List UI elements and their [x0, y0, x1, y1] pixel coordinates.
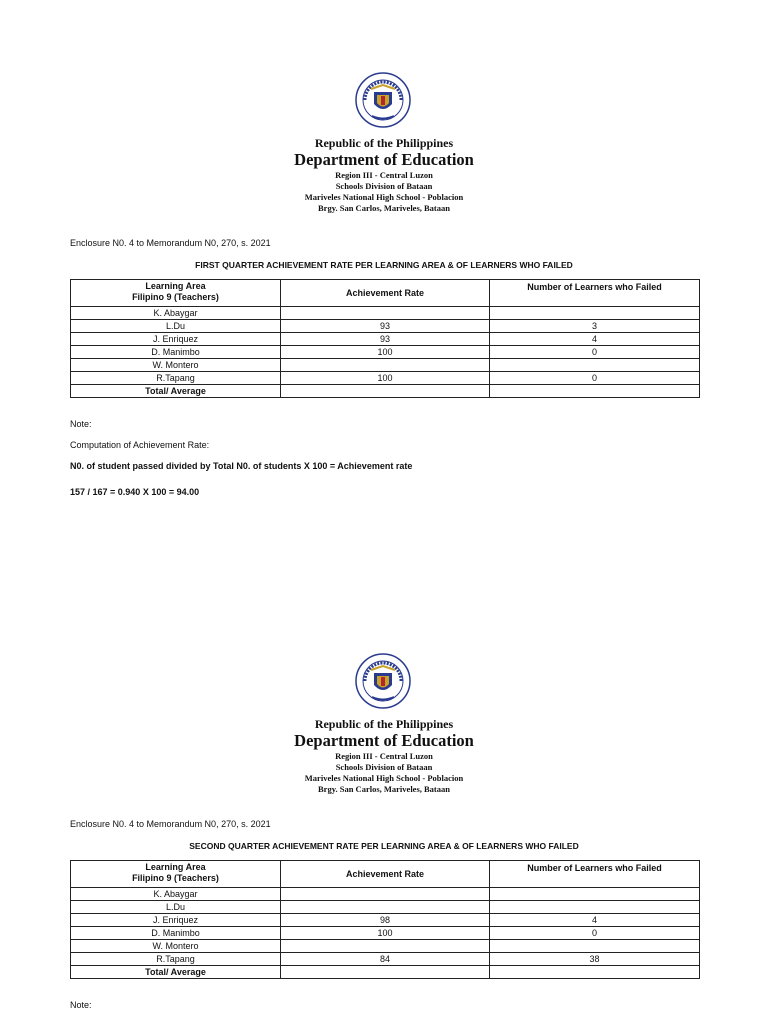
rate-cell — [281, 307, 490, 320]
total-label: Total/ Average — [71, 966, 281, 979]
total-rate-cell — [281, 385, 490, 398]
failed-cell: 38 — [490, 953, 700, 966]
enclosure-reference: Enclosure N0. 4 to Memorandum N0, 270, s. 2021 — [70, 238, 271, 248]
achievement-rate-header: Achievement Rate — [281, 280, 490, 307]
teacher-cell: K. Abaygar — [71, 307, 281, 320]
table-header-row — [71, 280, 700, 307]
learning-area-header — [71, 861, 281, 888]
report-title: SECOND QUARTER ACHIEVEMENT RATE PER LEARNING AREA & OF LEARNERS WHO FAILED — [189, 841, 579, 851]
rate-cell: 98 — [281, 914, 490, 927]
table-row — [71, 914, 700, 927]
learning-area-label: Learning Area — [145, 281, 206, 291]
table-row — [71, 359, 700, 372]
teacher-cell: J. Enriquez — [71, 914, 281, 927]
failed-learners-header: Number of Learners who Failed — [490, 280, 700, 307]
table-row — [71, 372, 700, 385]
failed-cell — [490, 307, 700, 320]
table-row — [71, 333, 700, 346]
rate-cell — [281, 888, 490, 901]
department-heading: Department of Education — [294, 150, 474, 169]
achievement-table — [70, 860, 700, 979]
failed-cell — [490, 940, 700, 953]
achievement-rate-header: Achievement Rate — [281, 861, 490, 888]
teacher-cell: L.Du — [71, 901, 281, 914]
failed-cell — [490, 888, 700, 901]
failed-cell: 0 — [490, 346, 700, 359]
school-line: Mariveles National High School - Poblacion — [304, 773, 464, 783]
teacher-cell: L.Du — [71, 320, 281, 333]
total-row — [71, 966, 700, 979]
total-label: Total/ Average — [71, 385, 281, 398]
school-line: Mariveles National High School - Poblacion — [304, 192, 464, 202]
report-title: FIRST QUARTER ACHIEVEMENT RATE PER LEARNING AREA & OF LEARNERS WHO FAILED — [195, 260, 573, 270]
note-label: Note: — [70, 419, 92, 429]
table-row — [71, 953, 700, 966]
subject-label: Filipino 9 (Teachers) — [132, 873, 219, 883]
rate-cell: 100 — [281, 346, 490, 359]
failed-cell: 0 — [490, 372, 700, 385]
deped-seal-icon — [355, 72, 411, 128]
teacher-cell: D. Manimbo — [71, 927, 281, 940]
total-rate-cell — [281, 966, 490, 979]
rate-cell — [281, 901, 490, 914]
table-row — [71, 346, 700, 359]
rate-cell: 84 — [281, 953, 490, 966]
table-row — [71, 901, 700, 914]
rate-cell: 100 — [281, 372, 490, 385]
rate-cell — [281, 359, 490, 372]
address-line: Brgy. San Carlos, Mariveles, Bataan — [318, 203, 450, 213]
failed-cell: 4 — [490, 914, 700, 927]
table-header-row — [71, 861, 700, 888]
republic-heading: Republic of the Philippines — [314, 136, 454, 150]
table-row — [71, 888, 700, 901]
computation-label: Computation of Achievement Rate: — [70, 440, 210, 450]
failed-cell — [490, 359, 700, 372]
table-row — [71, 927, 700, 940]
achievement-table — [70, 279, 700, 398]
failed-cell: 0 — [490, 927, 700, 940]
region-line: Region III - Central Luzon — [335, 170, 433, 180]
rate-cell: 93 — [281, 333, 490, 346]
subject-label: Filipino 9 (Teachers) — [132, 292, 219, 302]
teacher-cell: R.Tapang — [71, 372, 281, 385]
computation-example: 157 / 167 = 0.940 X 100 = 94.00 — [70, 487, 200, 497]
failed-cell — [490, 901, 700, 914]
department-heading: Department of Education — [294, 731, 474, 750]
failed-cell: 3 — [490, 320, 700, 333]
table-row — [71, 940, 700, 953]
republic-heading: Republic of the Philippines — [314, 717, 454, 731]
division-line: Schools Division of Bataan — [335, 762, 433, 772]
division-line: Schools Division of Bataan — [335, 181, 433, 191]
table-row — [71, 307, 700, 320]
teacher-cell: D. Manimbo — [71, 346, 281, 359]
rate-cell: 100 — [281, 927, 490, 940]
failed-cell: 4 — [490, 333, 700, 346]
teacher-cell: K. Abaygar — [71, 888, 281, 901]
address-line: Brgy. San Carlos, Mariveles, Bataan — [318, 784, 450, 794]
total-failed-cell — [490, 966, 700, 979]
teacher-cell: R.Tapang — [71, 953, 281, 966]
learning-area-header — [71, 280, 281, 307]
rate-cell: 93 — [281, 320, 490, 333]
learning-area-label: Learning Area — [145, 862, 206, 872]
rate-cell — [281, 940, 490, 953]
total-row — [71, 385, 700, 398]
total-failed-cell — [490, 385, 700, 398]
deped-seal-icon — [355, 653, 411, 709]
formula-text: N0. of student passed divided by Total N0. of students X 100 = Achievement rate — [70, 461, 413, 471]
teacher-cell: W. Montero — [71, 359, 281, 372]
failed-learners-header: Number of Learners who Failed — [490, 861, 700, 888]
region-line: Region III - Central Luzon — [335, 751, 433, 761]
teacher-cell: W. Montero — [71, 940, 281, 953]
enclosure-reference: Enclosure N0. 4 to Memorandum N0, 270, s. 2021 — [70, 819, 271, 829]
teacher-cell: J. Enriquez — [71, 333, 281, 346]
note-label: Note: — [70, 1000, 92, 1010]
table-row — [71, 320, 700, 333]
